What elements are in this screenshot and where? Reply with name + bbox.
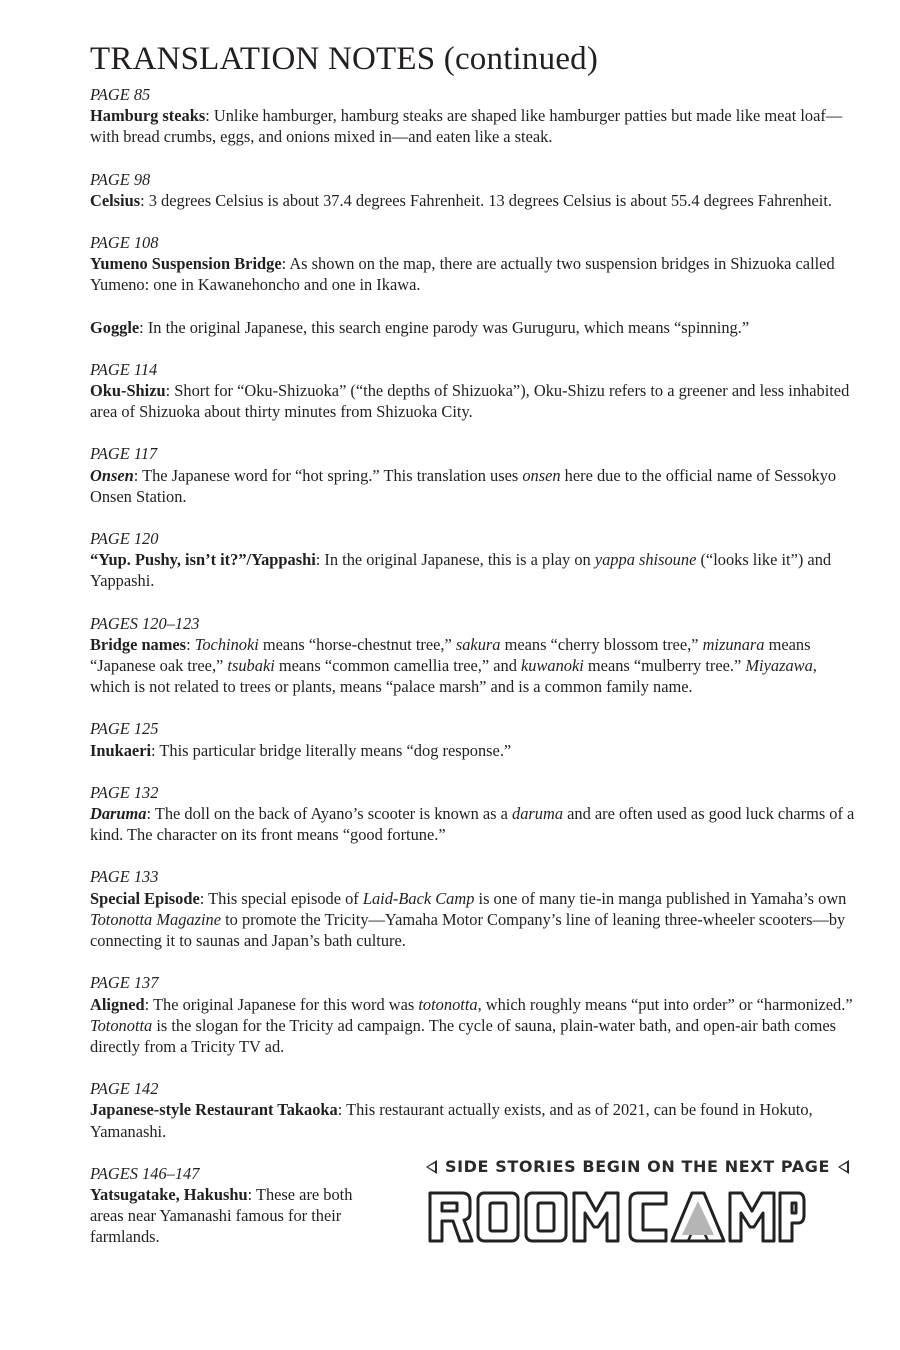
note-page-137 bbox=[90, 972, 860, 1057]
side-stories-text: SIDE STORIES BEGIN ON THE NEXT PAGE bbox=[445, 1157, 830, 1177]
note-page-85 bbox=[90, 84, 860, 148]
note-text: means “horse-chestnut tree,” bbox=[258, 634, 456, 654]
note-text: means “mulberry tree.” bbox=[583, 656, 746, 676]
note-term: Oku-Shizu bbox=[90, 381, 166, 401]
note-text: and are often used as good luck charms of a kind. The character on its front means “good fortune.” bbox=[90, 804, 855, 845]
note-page-114 bbox=[90, 359, 860, 423]
side-stories-label bbox=[426, 1155, 866, 1179]
note-text: : As shown on the map, there are actually two suspension bridges in Shizuoka called Yumeno: one in Kawanehoncho and one in Ikawa. bbox=[90, 254, 835, 295]
note-italic: Tochinoki bbox=[194, 634, 259, 654]
note-text: here due to the official name of Sessokyo Onsen Station. bbox=[90, 465, 837, 506]
note-text: , which is not related to trees or plants, means “palace marsh” and is a common family name. bbox=[90, 656, 817, 697]
page-label: PAGES 120–123 bbox=[90, 613, 200, 633]
note-text: is one of many tie-in manga published in Yamaha’s own bbox=[474, 888, 847, 908]
room-camp-logo bbox=[426, 1189, 866, 1250]
note-term: Daruma bbox=[90, 804, 147, 824]
note-text: is the slogan for the Tricity ad campaign. The cycle of sauna, plain-water bath, and open-air bath comes directly from a Tricity TV ad. bbox=[90, 1015, 837, 1056]
note-term: Yatsugatake, Hakushu bbox=[90, 1184, 248, 1204]
page-label: PAGE 98 bbox=[90, 169, 151, 189]
note-term: Goggle bbox=[90, 317, 140, 337]
note-italic: mizunara bbox=[702, 634, 765, 654]
page-label: PAGE 142 bbox=[90, 1079, 159, 1099]
note-term: Bridge names bbox=[90, 634, 187, 654]
note-text: : bbox=[186, 634, 195, 654]
note-text: : This restaurant actually exists, and as of 2021, can be found in Hokuto, Yamanashi. bbox=[90, 1100, 813, 1141]
note-italic: Totonotta Magazine bbox=[90, 909, 221, 929]
note-term: Japanese-style Restaurant Takaoka bbox=[90, 1100, 338, 1120]
page-label: PAGE 137 bbox=[90, 973, 159, 993]
page-label: PAGE 125 bbox=[90, 719, 159, 739]
note-italic: yappa shisoune bbox=[594, 550, 697, 570]
note-page-120 bbox=[90, 528, 860, 592]
note-text: : The original Japanese for this word was bbox=[144, 994, 419, 1014]
note-term: Yumeno Suspension Bridge bbox=[90, 254, 282, 274]
note-page-108 bbox=[90, 232, 860, 296]
note-goggle bbox=[90, 317, 860, 338]
left-arrow-icon bbox=[426, 1160, 437, 1174]
note-text: : This special episode of bbox=[199, 888, 363, 908]
note-term: Celsius bbox=[90, 190, 141, 210]
page-label: PAGE 108 bbox=[90, 233, 159, 253]
page-label: PAGE 117 bbox=[90, 444, 158, 464]
note-term: Special Episode bbox=[90, 888, 200, 908]
note-italic: sakura bbox=[455, 634, 501, 654]
note-italic: tsubaki bbox=[227, 656, 275, 676]
page-label: PAGE 120 bbox=[90, 529, 159, 549]
page-label: PAGE 132 bbox=[90, 782, 159, 802]
note-italic: daruma bbox=[512, 804, 564, 824]
note-text: means “cherry blossom tree,” bbox=[500, 634, 703, 654]
bottom-section bbox=[90, 1157, 860, 1273]
note-text: : The doll on the back of Ayano’s scooter is known as a bbox=[146, 804, 513, 824]
note-text: means “Japanese oak tree,” bbox=[90, 634, 811, 676]
note-italic: Laid-Back Camp bbox=[362, 888, 475, 908]
notes-list bbox=[90, 84, 860, 1273]
note-page-125 bbox=[90, 718, 860, 760]
note-italic: kuwanoki bbox=[521, 656, 584, 676]
note-text: : Unlike hamburger, hamburg steaks are shaped like hamburger patties but made like meat loaf—with bread crumbs, eggs, and onions mixed in—and eaten like a steak. bbox=[90, 106, 843, 147]
note-page-98 bbox=[90, 169, 860, 211]
note-text: : In the original Japanese, this is a play on bbox=[315, 550, 595, 570]
note-text: : 3 degrees Celsius is about 37.4 degrees Fahrenheit. 13 degrees Celsius is about 55.4 degrees Fahrenheit. bbox=[140, 190, 832, 210]
note-italic: onsen bbox=[522, 465, 561, 485]
page-label: PAGES 146–147 bbox=[90, 1163, 200, 1183]
note-text: : Short for “Oku-Shizuoka” (“the depths of Shizuoka”), Oku-Shizu refers to a greener and less inhabited area of Shizuoka about thirty minutes from Shizuoka City. bbox=[90, 381, 850, 422]
side-stories-banner bbox=[426, 1155, 866, 1250]
note-pages-120-123 bbox=[90, 613, 860, 698]
room-camp-logo-art bbox=[426, 1189, 806, 1245]
page-label: PAGE 114 bbox=[90, 359, 158, 379]
note-text: : This particular bridge literally means “dog response.” bbox=[151, 740, 512, 760]
page-label: PAGE 85 bbox=[90, 85, 151, 104]
note-term: Onsen bbox=[90, 465, 134, 485]
note-page-132 bbox=[90, 782, 860, 846]
note-pages-146-147 bbox=[90, 1163, 390, 1248]
note-page-117 bbox=[90, 443, 860, 507]
page-title: TRANSLATION NOTES (continued) bbox=[90, 41, 599, 77]
note-page-142 bbox=[90, 1078, 860, 1142]
note-text: means “common camellia tree,” and bbox=[274, 656, 521, 676]
note-term: Hamburg steaks bbox=[90, 106, 206, 126]
note-term: “Yup. Pushy, isn’t it?”/Yappashi bbox=[90, 550, 316, 570]
note-italic: Miyazawa bbox=[745, 656, 813, 676]
note-term: Aligned bbox=[90, 994, 145, 1014]
translation-notes-page bbox=[90, 38, 860, 1273]
note-text: to promote the Tricity—Yamaha Motor Company’s line of leaning three-wheeler scooters—by connecting it to saunas and Japan’s bath culture. bbox=[90, 909, 846, 951]
left-arrow-icon bbox=[838, 1160, 849, 1174]
note-text: , which roughly means “put into order” or “harmonized.” bbox=[477, 994, 853, 1014]
note-text: (“looks like it”) and Yappashi. bbox=[90, 550, 832, 591]
note-italic: Totonotta bbox=[90, 1015, 153, 1035]
note-text: : The Japanese word for “hot spring.” This translation uses bbox=[133, 465, 523, 485]
page-label: PAGE 133 bbox=[90, 867, 159, 887]
note-text: : These are both areas near Yamanashi famous for their farmlands. bbox=[90, 1184, 353, 1247]
note-italic: totonotta bbox=[418, 994, 478, 1014]
note-term: Inukaeri bbox=[90, 740, 152, 760]
note-text: : In the original Japanese, this search engine parody was Guruguru, which means “spinning.” bbox=[139, 317, 750, 337]
note-page-133 bbox=[90, 866, 860, 951]
